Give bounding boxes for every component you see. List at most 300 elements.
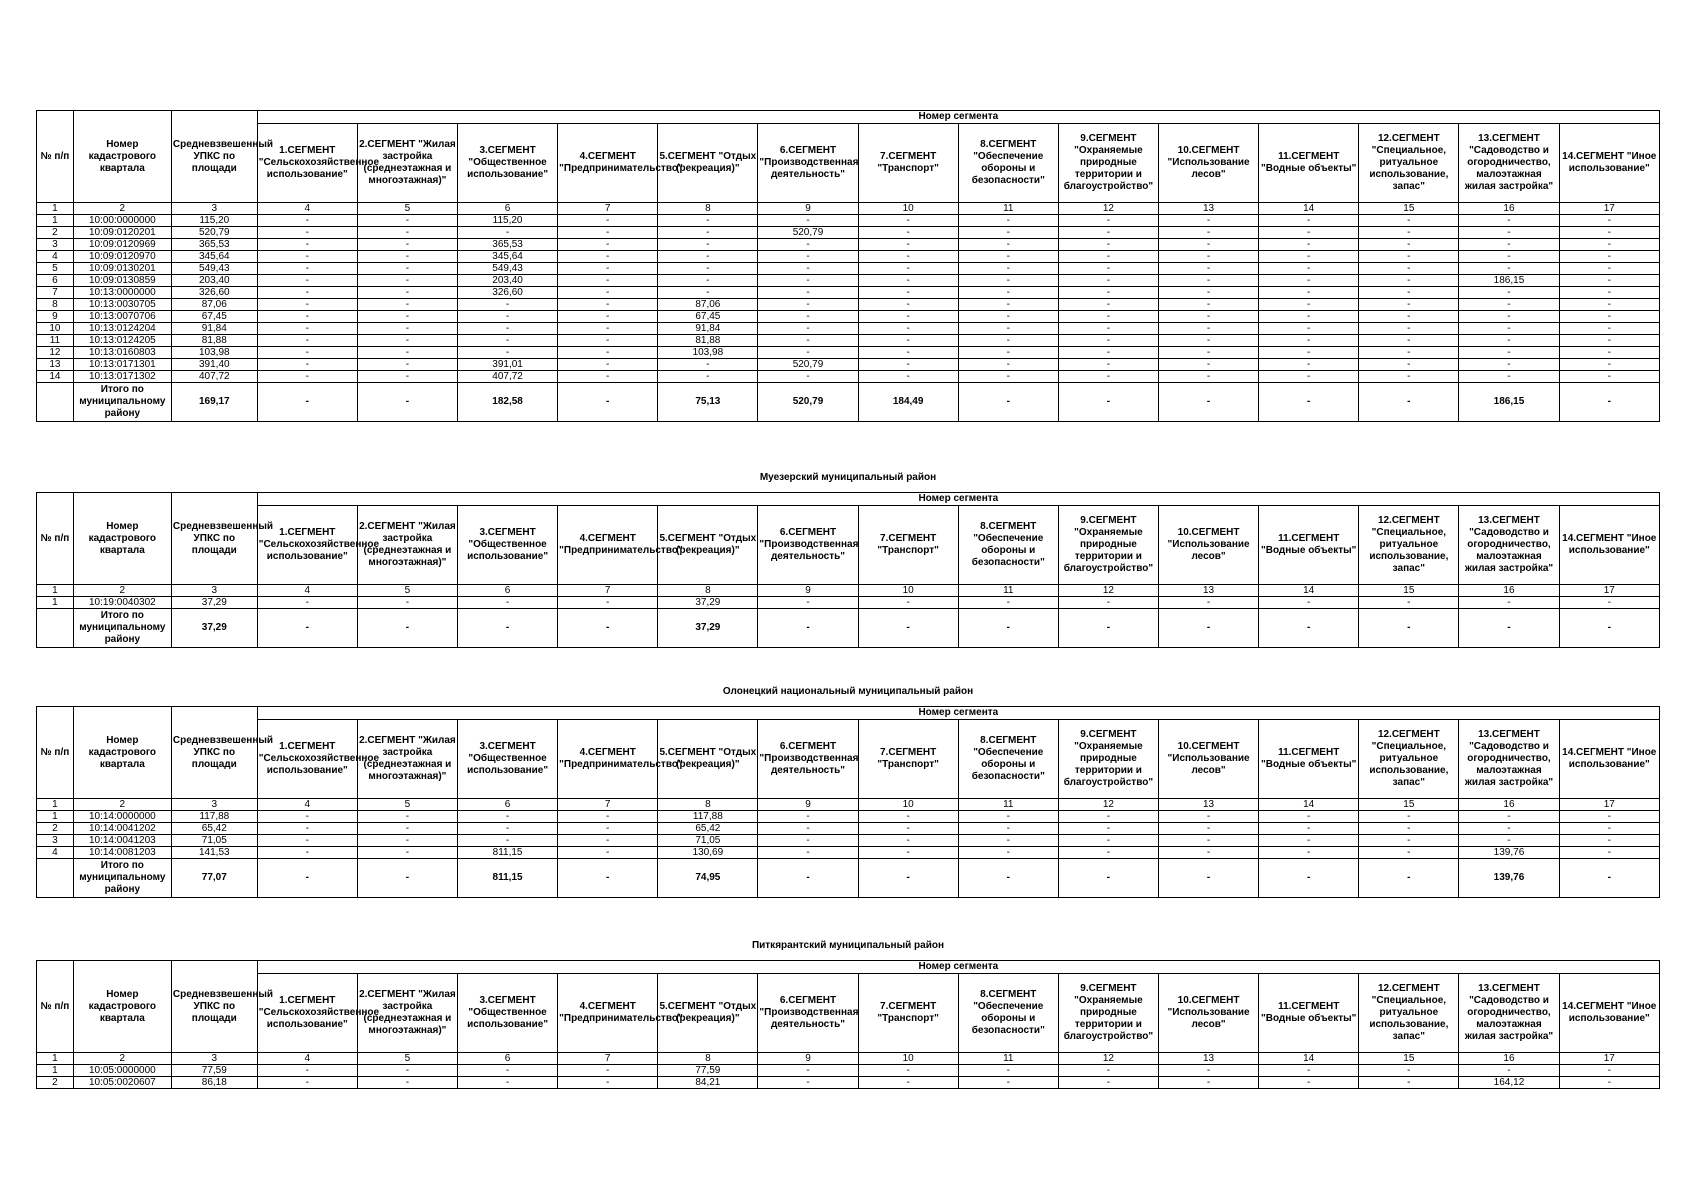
section-title: Олонецкий национальный муниципальный район — [722, 686, 974, 697]
table-cell: - — [1559, 215, 1659, 227]
table-cell: - — [758, 311, 858, 323]
table-cell: - — [758, 823, 858, 835]
column-number: 15 — [1359, 203, 1459, 215]
table-cell: - — [1359, 371, 1459, 383]
table-cell: - — [1359, 597, 1459, 609]
segment-header-1: 1.СЕГМЕНТ "Сельскохозяйственное использование" — [257, 124, 357, 203]
table-cell: - — [1459, 215, 1559, 227]
table-cell: 10:13:0070706 — [73, 311, 171, 323]
table-cell: 520,79 — [758, 359, 858, 371]
segment-header-6: 6.СЕГМЕНТ "Производственная деятельность" — [758, 974, 858, 1053]
table-cell: - — [1259, 227, 1359, 239]
table-cell: 549,43 — [171, 263, 257, 275]
table-cell: - — [357, 1065, 457, 1077]
table-cell: - — [1259, 597, 1359, 609]
column-number: 13 — [1158, 1053, 1258, 1065]
table-cell: - — [858, 1077, 958, 1089]
column-number: 3 — [171, 585, 257, 597]
table-cell: - — [357, 215, 457, 227]
total-cell: - — [357, 859, 457, 898]
total-cell: 520,79 — [758, 383, 858, 422]
table-cell: - — [1259, 371, 1359, 383]
table-cell: - — [257, 311, 357, 323]
table-cell: - — [458, 311, 558, 323]
header-n-pp: № п/п — [37, 707, 74, 799]
table-cell: - — [958, 227, 1058, 239]
table-cell: - — [1359, 335, 1459, 347]
table-cell: - — [658, 227, 758, 239]
table-cell: - — [658, 251, 758, 263]
table-cell: 10:13:0124205 — [73, 335, 171, 347]
header-upks: Средневзвешенный УПКС по площади — [171, 111, 257, 203]
table-cell: - — [357, 597, 457, 609]
table-cell: 2 — [37, 823, 74, 835]
segment-header-14: 14.СЕГМЕНТ "Иное использование" — [1559, 974, 1659, 1053]
table-cell: - — [858, 371, 958, 383]
total-cell: - — [1359, 859, 1459, 898]
total-cell: 37,29 — [658, 609, 758, 648]
column-number: 14 — [1259, 203, 1359, 215]
table-cell: - — [1359, 1077, 1459, 1089]
table-row — [37, 335, 1660, 347]
table-cell: - — [1158, 275, 1258, 287]
header-kvartal: Номер кадастрового квартала — [73, 493, 171, 585]
column-number: 14 — [1259, 799, 1359, 811]
table-cell: 203,40 — [171, 275, 257, 287]
table-cell: 10:14:0041202 — [73, 823, 171, 835]
segment-header-13: 13.СЕГМЕНТ "Садоводство и огородничество, малоэтажная жилая застройка" — [1459, 124, 1559, 203]
table-cell: - — [1259, 359, 1359, 371]
column-number: 10 — [858, 1053, 958, 1065]
table-cell: - — [357, 359, 457, 371]
table-cell: 407,72 — [458, 371, 558, 383]
table-cell: - — [257, 1065, 357, 1077]
column-number: 16 — [1459, 1053, 1559, 1065]
table-row — [37, 371, 1660, 383]
table-cell: - — [1259, 275, 1359, 287]
table-cell: - — [1158, 251, 1258, 263]
table-cell: - — [1259, 263, 1359, 275]
table-cell: - — [257, 597, 357, 609]
table-cell: - — [1259, 811, 1359, 823]
table-cell: - — [558, 597, 658, 609]
table-cell: - — [1359, 275, 1459, 287]
table-cell: - — [1259, 311, 1359, 323]
table-cell: - — [1058, 251, 1158, 263]
table-cell: - — [1259, 823, 1359, 835]
segment-header-row — [37, 720, 1660, 799]
segment-header-9: 9.СЕГМЕНТ "Охраняемые природные территории и благоустройство" — [1058, 506, 1158, 585]
table-cell: - — [758, 347, 858, 359]
total-label: Итого по муниципальному району — [73, 859, 171, 898]
total-cell: 186,15 — [1459, 383, 1559, 422]
table-cell: - — [558, 335, 658, 347]
table-row — [37, 359, 1660, 371]
table-cell: - — [1158, 287, 1258, 299]
segment-header-10: 10.СЕГМЕНТ "Использование лесов" — [1158, 124, 1258, 203]
table-cell: - — [357, 1077, 457, 1089]
table-cell: - — [958, 1077, 1058, 1089]
segment-header-row — [37, 124, 1660, 203]
table-cell: 2 — [37, 1077, 74, 1089]
table-cell: - — [558, 323, 658, 335]
column-number: 11 — [958, 585, 1058, 597]
table-cell: - — [458, 347, 558, 359]
total-cell: - — [758, 609, 858, 648]
table-cell: - — [1559, 335, 1659, 347]
segment-header-9: 9.СЕГМЕНТ "Охраняемые природные территории и благоустройство" — [1058, 720, 1158, 799]
table-cell: - — [1559, 811, 1659, 823]
table-cell: - — [1459, 299, 1559, 311]
table-cell: - — [558, 847, 658, 859]
table-cell: - — [758, 239, 858, 251]
table-cell: 3 — [37, 239, 74, 251]
table-cell: - — [458, 323, 558, 335]
header-kvartal: Номер кадастрового квартала — [73, 961, 171, 1053]
column-number: 12 — [1058, 1053, 1158, 1065]
table-cell: 11 — [37, 335, 74, 347]
segment-header-7: 7.СЕГМЕНТ "Транспорт" — [858, 506, 958, 585]
column-number: 14 — [1259, 585, 1359, 597]
table-cell: - — [257, 215, 357, 227]
table-cell: - — [758, 215, 858, 227]
segment-header-12: 12.СЕГМЕНТ "Специальное, ритуальное использование, запас" — [1359, 124, 1459, 203]
table-cell: 1 — [37, 811, 74, 823]
segment-header-1: 1.СЕГМЕНТ "Сельскохозяйственное использование" — [257, 506, 357, 585]
segment-header-6: 6.СЕГМЕНТ "Производственная деятельность" — [758, 506, 858, 585]
table-cell: - — [1158, 227, 1258, 239]
table-cell: - — [1259, 835, 1359, 847]
table-cell: - — [257, 1077, 357, 1089]
total-cell: - — [1158, 609, 1258, 648]
column-number: 7 — [558, 1053, 658, 1065]
table-cell: - — [1459, 371, 1559, 383]
segment-header-12: 12.СЕГМЕНТ "Специальное, ритуальное использование, запас" — [1359, 974, 1459, 1053]
table-cell: - — [1158, 263, 1258, 275]
header-kvartal: Номер кадастрового квартала — [73, 111, 171, 203]
header-n-pp: № п/п — [37, 493, 74, 585]
table-cell: 10:09:0130859 — [73, 275, 171, 287]
table-cell: 9 — [37, 311, 74, 323]
column-number: 5 — [357, 799, 457, 811]
table-cell: - — [1459, 263, 1559, 275]
table-row — [37, 263, 1660, 275]
table-cell: - — [1158, 323, 1258, 335]
column-number-row — [37, 585, 1660, 597]
table-cell: 91,84 — [171, 323, 257, 335]
table-row — [37, 251, 1660, 263]
total-cell: 139,76 — [1459, 859, 1559, 898]
table-cell: - — [1559, 323, 1659, 335]
table-cell: - — [858, 263, 958, 275]
table-cell: 117,88 — [171, 811, 257, 823]
table-cell: - — [1058, 347, 1158, 359]
column-number: 4 — [257, 203, 357, 215]
segment-header-5: 5.СЕГМЕНТ "Отдых (рекреация)" — [658, 974, 758, 1053]
table-cell: - — [858, 811, 958, 823]
table-cell: - — [1158, 371, 1258, 383]
table-cell: - — [758, 597, 858, 609]
segment-header-14: 14.СЕГМЕНТ "Иное использование" — [1559, 506, 1659, 585]
header-segment-group: Номер сегмента — [257, 961, 1659, 974]
table-cell: 71,05 — [171, 835, 257, 847]
segment-header-14: 14.СЕГМЕНТ "Иное использование" — [1559, 124, 1659, 203]
table-cell: 139,76 — [1459, 847, 1559, 859]
table-cell: - — [558, 371, 658, 383]
total-cell: - — [458, 609, 558, 648]
table-cell: - — [958, 847, 1058, 859]
table-cell: 103,98 — [658, 347, 758, 359]
table-cell: - — [1158, 359, 1258, 371]
segment-header-4: 4.СЕГМЕНТ "Предпринимательство" — [558, 506, 658, 585]
table-cell: - — [1058, 263, 1158, 275]
table-row — [37, 847, 1660, 859]
column-number: 10 — [858, 799, 958, 811]
table-cell: - — [858, 347, 958, 359]
total-label: Итого по муниципальному району — [73, 383, 171, 422]
table-cell: - — [1359, 263, 1459, 275]
table-cell: - — [758, 1065, 858, 1077]
table-cell: - — [1459, 287, 1559, 299]
section-title: Питкярантский муниципальный район — [751, 940, 945, 951]
segment-table — [36, 706, 1660, 898]
table-cell: - — [458, 299, 558, 311]
table-cell: - — [658, 359, 758, 371]
table-cell: - — [257, 371, 357, 383]
table-cell: - — [658, 371, 758, 383]
table-cell: - — [958, 215, 1058, 227]
column-number: 16 — [1459, 799, 1559, 811]
table-cell: - — [357, 263, 457, 275]
table-cell: 3 — [37, 835, 74, 847]
segment-table — [36, 960, 1660, 1089]
column-number: 13 — [1158, 799, 1258, 811]
table-cell: - — [758, 335, 858, 347]
table-cell: - — [1559, 299, 1659, 311]
segment-header-4: 4.СЕГМЕНТ "Предпринимательство" — [558, 124, 658, 203]
segment-header-12: 12.СЕГМЕНТ "Специальное, ритуальное использование, запас" — [1359, 506, 1459, 585]
segment-header-13: 13.СЕГМЕНТ "Садоводство и огородничество, малоэтажная жилая застройка" — [1459, 974, 1559, 1053]
total-cell: - — [357, 609, 457, 648]
table-cell: - — [1559, 311, 1659, 323]
table-cell: 65,42 — [658, 823, 758, 835]
table-cell: 87,06 — [658, 299, 758, 311]
segment-header-13: 13.СЕГМЕНТ "Садоводство и огородничество, малоэтажная жилая застройка" — [1459, 720, 1559, 799]
table-cell: - — [1559, 1065, 1659, 1077]
header-row — [37, 707, 1660, 720]
table-row — [37, 835, 1660, 847]
table-cell: 14 — [37, 371, 74, 383]
table-cell: - — [958, 335, 1058, 347]
table-cell: - — [1359, 299, 1459, 311]
total-row — [37, 383, 1660, 422]
segment-header-2: 2.СЕГМЕНТ "Жилая застройка (среднеэтажная и многоэтажная)" — [357, 506, 457, 585]
table-cell: - — [858, 251, 958, 263]
column-number: 11 — [958, 203, 1058, 215]
total-cell: - — [257, 383, 357, 422]
table-cell: - — [257, 811, 357, 823]
table-row — [37, 311, 1660, 323]
total-cell: - — [558, 609, 658, 648]
table-cell: - — [357, 227, 457, 239]
segment-header-1: 1.СЕГМЕНТ "Сельскохозяйственное использование" — [257, 720, 357, 799]
table-cell: - — [1459, 239, 1559, 251]
column-number: 7 — [558, 585, 658, 597]
column-number: 5 — [357, 1053, 457, 1065]
table-row — [37, 811, 1660, 823]
table-cell: - — [458, 811, 558, 823]
table-cell: - — [1259, 215, 1359, 227]
column-number: 2 — [73, 203, 171, 215]
table-cell: 2 — [37, 227, 74, 239]
table-cell: - — [658, 287, 758, 299]
table-cell: - — [1359, 835, 1459, 847]
table-cell: 549,43 — [458, 263, 558, 275]
table-cell: - — [1259, 299, 1359, 311]
column-number: 17 — [1559, 1053, 1659, 1065]
table-cell: - — [1359, 847, 1459, 859]
table-cell: - — [958, 823, 1058, 835]
table-cell: - — [758, 323, 858, 335]
table-cell: - — [257, 335, 357, 347]
table-cell: - — [558, 251, 658, 263]
segment-header-8: 8.СЕГМЕНТ "Обеспечение обороны и безопасности" — [958, 720, 1058, 799]
header-upks: Средневзвешенный УПКС по площади — [171, 493, 257, 585]
total-cell: - — [1359, 383, 1459, 422]
table-cell: - — [858, 335, 958, 347]
table-cell: - — [558, 263, 658, 275]
header-kvartal: Номер кадастрового квартала — [73, 707, 171, 799]
total-cell: 182,58 — [458, 383, 558, 422]
table-cell: - — [958, 359, 1058, 371]
table-cell: - — [1359, 287, 1459, 299]
table-cell: 4 — [37, 847, 74, 859]
segment-header-6: 6.СЕГМЕНТ "Производственная деятельность" — [758, 720, 858, 799]
table-cell: - — [1058, 275, 1158, 287]
table-cell: - — [1058, 287, 1158, 299]
table-cell: - — [1158, 1077, 1258, 1089]
table-cell: - — [1158, 335, 1258, 347]
table-cell: 10:14:0041203 — [73, 835, 171, 847]
table-cell: - — [558, 835, 658, 847]
table-cell: 10:05:0000000 — [73, 1065, 171, 1077]
column-number: 12 — [1058, 799, 1158, 811]
table-cell: - — [1259, 347, 1359, 359]
segment-header-14: 14.СЕГМЕНТ "Иное использование" — [1559, 720, 1659, 799]
table-cell: - — [1158, 299, 1258, 311]
table-cell: 115,20 — [458, 215, 558, 227]
table-cell: - — [1259, 323, 1359, 335]
total-cell: - — [1359, 609, 1459, 648]
table-cell: - — [458, 597, 558, 609]
table-cell: 186,15 — [1459, 275, 1559, 287]
table-cell: 365,53 — [458, 239, 558, 251]
table-cell: - — [257, 275, 357, 287]
table-cell: - — [1158, 811, 1258, 823]
total-cell: 37,29 — [171, 609, 257, 648]
table-cell: - — [357, 251, 457, 263]
table-cell: 345,64 — [171, 251, 257, 263]
total-cell: - — [858, 859, 958, 898]
header-row — [37, 111, 1660, 124]
table-cell: 10:09:0120201 — [73, 227, 171, 239]
column-number: 12 — [1058, 585, 1158, 597]
table-cell: 10:13:0171302 — [73, 371, 171, 383]
table-cell: - — [658, 275, 758, 287]
total-cell: - — [1158, 383, 1258, 422]
table-cell: - — [1158, 311, 1258, 323]
table-cell: - — [1559, 287, 1659, 299]
table-cell: 1 — [37, 597, 74, 609]
table-cell: - — [558, 215, 658, 227]
table-cell: - — [758, 371, 858, 383]
total-cell: - — [958, 859, 1058, 898]
table-cell: 326,60 — [171, 287, 257, 299]
table-cell: - — [858, 835, 958, 847]
total-row — [37, 859, 1660, 898]
column-number: 4 — [257, 799, 357, 811]
table-cell: - — [1559, 263, 1659, 275]
total-row — [37, 609, 1660, 648]
total-cell: 77,07 — [171, 859, 257, 898]
table-cell: 37,29 — [171, 597, 257, 609]
table-cell: - — [958, 275, 1058, 287]
segment-header-10: 10.СЕГМЕНТ "Использование лесов" — [1158, 506, 1258, 585]
table-cell: - — [1058, 835, 1158, 847]
table-cell: 811,15 — [458, 847, 558, 859]
table-cell: - — [658, 239, 758, 251]
total-cell: 169,17 — [171, 383, 257, 422]
column-number: 3 — [171, 203, 257, 215]
table-cell: - — [257, 835, 357, 847]
segment-header-row — [37, 506, 1660, 585]
table-cell: 10:13:0124204 — [73, 323, 171, 335]
column-number: 15 — [1359, 799, 1459, 811]
table-cell: 10:13:0000000 — [73, 287, 171, 299]
table-cell: 365,53 — [171, 239, 257, 251]
column-number: 12 — [1058, 203, 1158, 215]
total-cell: 184,49 — [858, 383, 958, 422]
table-cell: - — [1559, 275, 1659, 287]
table-cell: - — [958, 251, 1058, 263]
segment-header-12: 12.СЕГМЕНТ "Специальное, ритуальное использование, запас" — [1359, 720, 1459, 799]
segment-header-8: 8.СЕГМЕНТ "Обеспечение обороны и безопасности" — [958, 506, 1058, 585]
table-cell: 10:19:0040302 — [73, 597, 171, 609]
segment-header-3: 3.СЕГМЕНТ "Общественное использование" — [458, 506, 558, 585]
table-cell: 391,01 — [458, 359, 558, 371]
table-cell: - — [558, 275, 658, 287]
total-cell: - — [858, 609, 958, 648]
table-cell: - — [558, 299, 658, 311]
table-cell: - — [758, 811, 858, 823]
table-row — [37, 299, 1660, 311]
table-cell: - — [1259, 287, 1359, 299]
column-number: 16 — [1459, 585, 1559, 597]
table-cell: 91,84 — [658, 323, 758, 335]
column-number: 10 — [858, 585, 958, 597]
table-cell: - — [458, 1077, 558, 1089]
table-cell: - — [558, 1065, 658, 1077]
table-cell: 117,88 — [658, 811, 758, 823]
table-cell: 10:13:0171301 — [73, 359, 171, 371]
segment-header-11: 11.СЕГМЕНТ "Водные объекты" — [1259, 506, 1359, 585]
table-cell: - — [257, 299, 357, 311]
table-cell: - — [1058, 311, 1158, 323]
table-cell: - — [1459, 1065, 1559, 1077]
table-cell: - — [758, 263, 858, 275]
table-cell: - — [1158, 347, 1258, 359]
column-number: 14 — [1259, 1053, 1359, 1065]
